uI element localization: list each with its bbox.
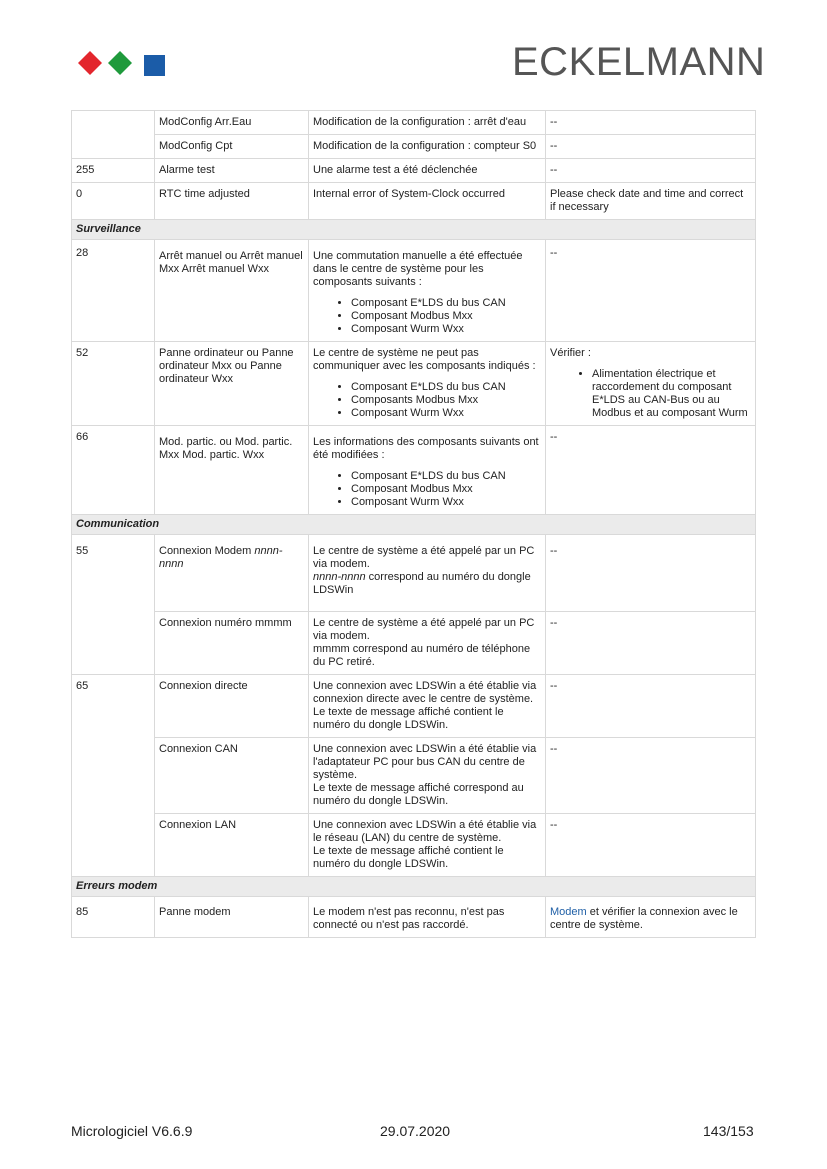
code-cell: 65 <box>72 675 155 738</box>
description-text: Les informations des composants suivants ont été modifiées : <box>313 436 539 461</box>
description-text: mmmm correspond au numéro de téléphone du PC retiré. <box>313 643 531 668</box>
table-row <box>72 535 756 612</box>
list-item: • Composant E*LDS du bus CAN <box>351 381 541 394</box>
desc-cell <box>309 675 546 738</box>
description-text: Le texte de message affiché correspond au numéro du dongle LDSWin. <box>313 782 524 807</box>
name-cell: Alarme test <box>155 159 309 183</box>
action-cell <box>546 897 756 938</box>
action-cell: -- <box>546 111 756 135</box>
description-text: Le centre de système ne peut pas communiquer avec les composants indiqués : <box>313 347 536 372</box>
table-row <box>72 426 756 515</box>
desc-cell <box>309 240 546 342</box>
code-cell <box>72 111 155 135</box>
footer-page-number: 143/153 <box>703 1123 754 1139</box>
list-item: • Composant E*LDS du bus CAN <box>351 470 541 483</box>
description-text: Le texte de message affiché contient le numéro du dongle LDSWin. <box>313 845 504 870</box>
green-square-icon <box>108 51 132 75</box>
code-cell: 28 <box>72 240 155 342</box>
description-text: Une connexion avec LDSWin a été établie via le réseau (LAN) du centre de système. <box>313 819 537 844</box>
code-cell <box>72 135 155 159</box>
desc-cell <box>309 426 546 515</box>
section-title: Surveillance <box>72 220 756 240</box>
desc-cell <box>309 738 546 814</box>
table-row <box>72 612 756 675</box>
table-row <box>72 111 756 135</box>
description-text: Une connexion avec LDSWin a été établie via l'adaptateur PC pour bus CAN du centre de système. <box>313 743 537 781</box>
code-cell: 52 <box>72 342 155 426</box>
action-cell: -- <box>546 535 756 612</box>
list-item: • Composant Modbus Mxx <box>351 310 541 323</box>
section-header-communication <box>72 515 756 535</box>
bullet-list <box>313 381 541 420</box>
modem-link[interactable]: Modem <box>550 906 587 918</box>
table-row <box>72 342 756 426</box>
list-item: • Composant E*LDS du bus CAN <box>351 297 541 310</box>
name-italic-text: nnnn-nnnn <box>159 545 283 570</box>
description-text <box>313 571 541 597</box>
table-row <box>72 240 756 342</box>
table-row <box>72 814 756 877</box>
desc-cell <box>309 814 546 877</box>
list-item: • Composant Wurm Wxx <box>351 323 541 336</box>
list-item: • Composants Modbus Mxx <box>351 394 541 407</box>
name-cell: Connexion LAN <box>155 814 309 877</box>
message-table <box>71 110 756 938</box>
code-cell <box>72 738 155 814</box>
list-item: • Alimentation électrique et raccordement du composant E*LDS au CAN-Bus ou au Modbus et au composant Wurm <box>592 368 751 420</box>
description-rest: correspond au numéro du dongle LDSWin <box>313 571 531 596</box>
name-cell: Panne ordinateur ou Panne ordinateur Mxx ou Panne ordinateur Wxx <box>155 342 309 426</box>
code-cell: 85 <box>72 897 155 938</box>
footer-date: 29.07.2020 <box>380 1123 451 1139</box>
action-cell: -- <box>546 612 756 675</box>
section-header-surveillance <box>72 220 756 240</box>
code-cell: 0 <box>72 183 155 220</box>
action-text: et vérifier la connexion avec le centre de système. <box>550 906 738 931</box>
action-cell: Please check date and time and correct if necessary <box>546 183 756 220</box>
name-cell <box>155 535 309 612</box>
bullet-list <box>550 368 751 420</box>
dongle-number-italic: nnnn-nnnn <box>313 571 366 583</box>
desc-cell <box>309 535 546 612</box>
table-row <box>72 897 756 938</box>
brand-logo-text: ECKELMANN <box>512 40 766 84</box>
name-cell: Arrêt manuel ou Arrêt manuel Mxx Arrêt manuel Wxx <box>155 240 309 342</box>
action-cell: -- <box>546 814 756 877</box>
section-title: Communication <box>72 515 756 535</box>
table-row <box>72 738 756 814</box>
desc-cell: Modification de la configuration : compteur S0 <box>309 135 546 159</box>
description-text: Une commutation manuelle a été effectuée dans le centre de système pour les composants suivants : <box>313 250 523 288</box>
table-row <box>72 135 756 159</box>
section-header-modem <box>72 877 756 897</box>
blue-square-icon <box>144 55 165 76</box>
action-cell: -- <box>546 426 756 515</box>
code-cell: 255 <box>72 159 155 183</box>
table-row <box>72 159 756 183</box>
action-cell: -- <box>546 738 756 814</box>
red-square-icon <box>78 51 102 75</box>
desc-cell <box>309 342 546 426</box>
table-row <box>72 183 756 220</box>
list-item: • Composant Wurm Wxx <box>351 496 541 509</box>
section-title: Erreurs modem <box>72 877 756 897</box>
name-cell: Connexion CAN <box>155 738 309 814</box>
desc-cell: Modification de la configuration : arrêt d'eau <box>309 111 546 135</box>
name-cell: Panne modem <box>155 897 309 938</box>
eckelmann-logo-marks <box>76 49 168 79</box>
action-cell: -- <box>546 240 756 342</box>
name-cell: Connexion numéro mmmm <box>155 612 309 675</box>
bullet-list <box>313 470 541 509</box>
action-cell: -- <box>546 675 756 738</box>
desc-cell: Internal error of System-Clock occurred <box>309 183 546 220</box>
desc-cell: Le modem n'est pas reconnu, n'est pas connecté ou n'est pas raccordé. <box>309 897 546 938</box>
description-text: Le centre de système a été appelé par un PC via modem. <box>313 545 535 570</box>
description-text: Une connexion avec LDSWin a été établie via connexion directe avec le centre de système. <box>313 680 537 705</box>
code-cell: 55 <box>72 535 155 612</box>
action-cell: -- <box>546 159 756 183</box>
name-cell: ModConfig Cpt <box>155 135 309 159</box>
name-text: Connexion Modem <box>159 545 255 557</box>
desc-cell <box>309 612 546 675</box>
name-cell: Connexion directe <box>155 675 309 738</box>
list-item: • Composant Modbus Mxx <box>351 483 541 496</box>
code-cell <box>72 612 155 675</box>
description-text: Le texte de message affiché contient le numéro du dongle LDSWin. <box>313 706 504 731</box>
name-cell: ModConfig Arr.Eau <box>155 111 309 135</box>
code-cell <box>72 814 155 877</box>
name-cell: Mod. partic. ou Mod. partic. Mxx Mod. partic. Wxx <box>155 426 309 515</box>
description-text: Le centre de système a été appelé par un PC via modem. <box>313 617 535 642</box>
action-cell <box>546 342 756 426</box>
action-cell: -- <box>546 135 756 159</box>
desc-cell: Une alarme test a été déclenchée <box>309 159 546 183</box>
table-row <box>72 675 756 738</box>
bullet-list <box>313 297 541 336</box>
footer-firmware-version: Micrologiciel V6.6.9 <box>71 1123 193 1139</box>
code-cell: 66 <box>72 426 155 515</box>
name-cell: RTC time adjusted <box>155 183 309 220</box>
action-text: Vérifier : <box>550 347 591 359</box>
list-item: • Composant Wurm Wxx <box>351 407 541 420</box>
